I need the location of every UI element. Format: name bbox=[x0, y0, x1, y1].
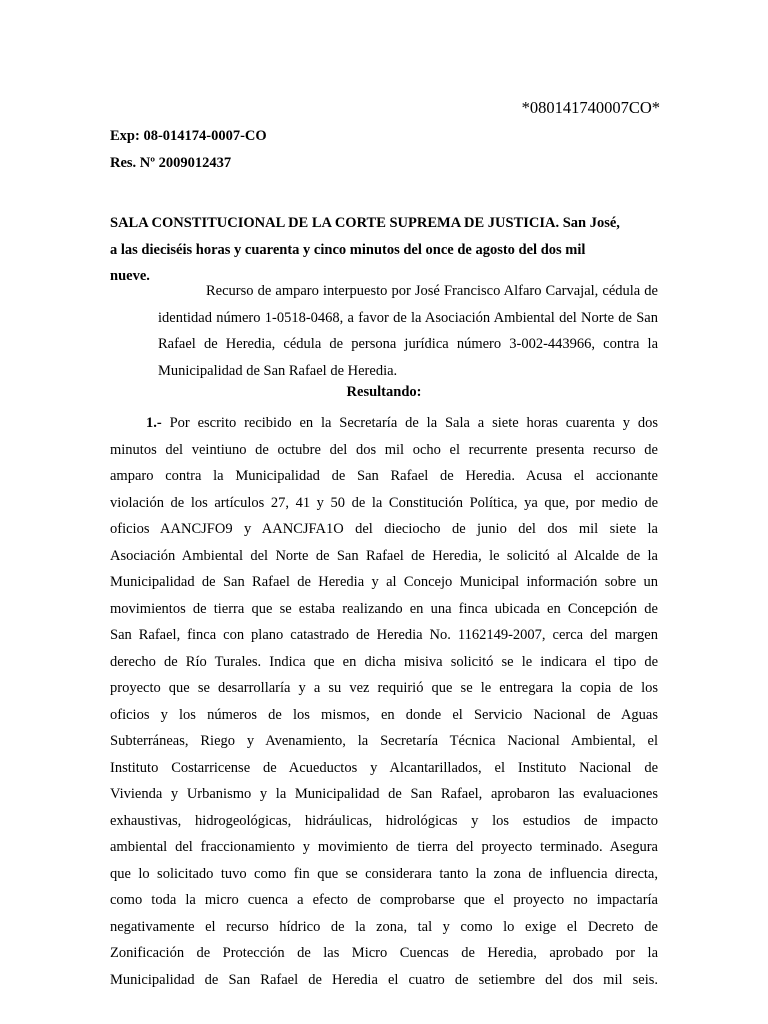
intro-line: Municipalidad de San Rafael de Heredia. bbox=[158, 362, 398, 379]
body-line: Vivienda y Urbanismo y la Municipalidad de San Rafael, aprobaron las evaluaciones bbox=[110, 786, 658, 802]
body-line: Subterráneas, Riego y Avenamiento, la Secretaría Técnica Nacional Ambiental, el bbox=[110, 733, 658, 749]
body-line: Municipalidad de San Rafael de Heredia y al Concejo Municipal información sobre un bbox=[110, 574, 658, 590]
heading-line: SALA CONSTITUCIONAL DE LA CORTE SUPREMA DE JUSTICIA. San José, bbox=[110, 215, 620, 231]
section-title: Resultando: bbox=[346, 384, 422, 400]
intro-line: identidad número 1-0518-0468, a favor de la Asociación Ambiental del Norte de San bbox=[158, 309, 658, 326]
expediente-number: Exp: 08-014174-0007-CO bbox=[110, 128, 267, 144]
body-line: que lo solicitado tuvo como fin que se considerara tanto la zona de influencia directa, bbox=[110, 865, 658, 882]
body-line: Municipalidad de San Rafael de Heredia el cuatro de setiembre del dos mil seis. bbox=[110, 971, 658, 988]
intro-line: Recurso de amparo interpuesto por José Francisco Alfaro Carvajal, cédula de bbox=[206, 283, 658, 299]
item-number: 1.- bbox=[146, 415, 162, 431]
body-line: amparo contra la Municipalidad de San Rafael de Heredia. Acusa el accionante bbox=[110, 468, 658, 484]
body-line: Asociación Ambiental del Norte de San Rafael de Heredia, le solicitó al Alcalde de la bbox=[110, 547, 658, 564]
document-barcode-code: *080141740007CO* bbox=[521, 98, 660, 117]
intro-line: Rafael de Heredia, cédula de persona jurídica número 3-002-443966, contra la bbox=[158, 336, 658, 352]
body-line: minutos del veintiuno de octubre del dos mil ocho el recurrente presenta recurso de bbox=[110, 441, 658, 458]
body-line: oficios y los números de los mismos, en donde el Servicio Nacional de Aguas bbox=[110, 706, 658, 723]
body-line: derecho de Río Turales. Indica que en dicha misiva solicitó se le indicara el tipo de bbox=[110, 653, 658, 670]
body-line: movimientos de tierra que se estaba realizando en una finca ubicada en Concepción de bbox=[110, 600, 658, 617]
body-line: Por escrito recibido en la Secretaría de la Sala a siete horas cuarenta y dos bbox=[169, 415, 658, 431]
heading-line: a las dieciséis horas y cuarenta y cinco minutos del once de agosto del dos mil bbox=[110, 241, 586, 258]
intro-paragraph bbox=[110, 278, 658, 384]
body-line: violación de los artículos 27, 41 y 50 de la Constitución Política, ya que, por medio de bbox=[110, 494, 658, 511]
body-line: ambiental del fraccionamiento y movimiento de tierra del proyecto terminado. Asegura bbox=[110, 839, 658, 855]
body-line: San Rafael, finca con plano catastrado de Heredia No. 1162149-2007, cerca del margen bbox=[110, 627, 658, 643]
body-line: negativamente el recurso hídrico de la zona, tal y como lo exige el Decreto de bbox=[110, 918, 658, 935]
body-line: proyecto que se desarrollaría y a su vez requirió que se le entregara la copia de los bbox=[110, 680, 658, 696]
resolution-number: Res. Nº 2009012437 bbox=[110, 155, 232, 171]
body-line: oficios AANCJFO9 y AANCJFA1O del dieciocho de junio del dos mil siete la bbox=[110, 521, 658, 537]
body-line: Instituto Costarricense de Acueductos y Alcantarillados, el Instituto Nacional de bbox=[110, 759, 658, 776]
body-line: exhaustivas, hidrogeológicas, hidráulicas, hidrológicas y los estudios de impacto bbox=[110, 812, 658, 829]
heading-line: nueve. bbox=[110, 268, 150, 284]
body-paragraph bbox=[110, 410, 658, 993]
body-line: Zonificación de Protección de las Micro Cuencas de Heredia, aprobado por la bbox=[110, 945, 658, 961]
body-line: como toda la micro cuenca a efecto de comprobarse que el proyecto no impactaría bbox=[110, 892, 658, 908]
